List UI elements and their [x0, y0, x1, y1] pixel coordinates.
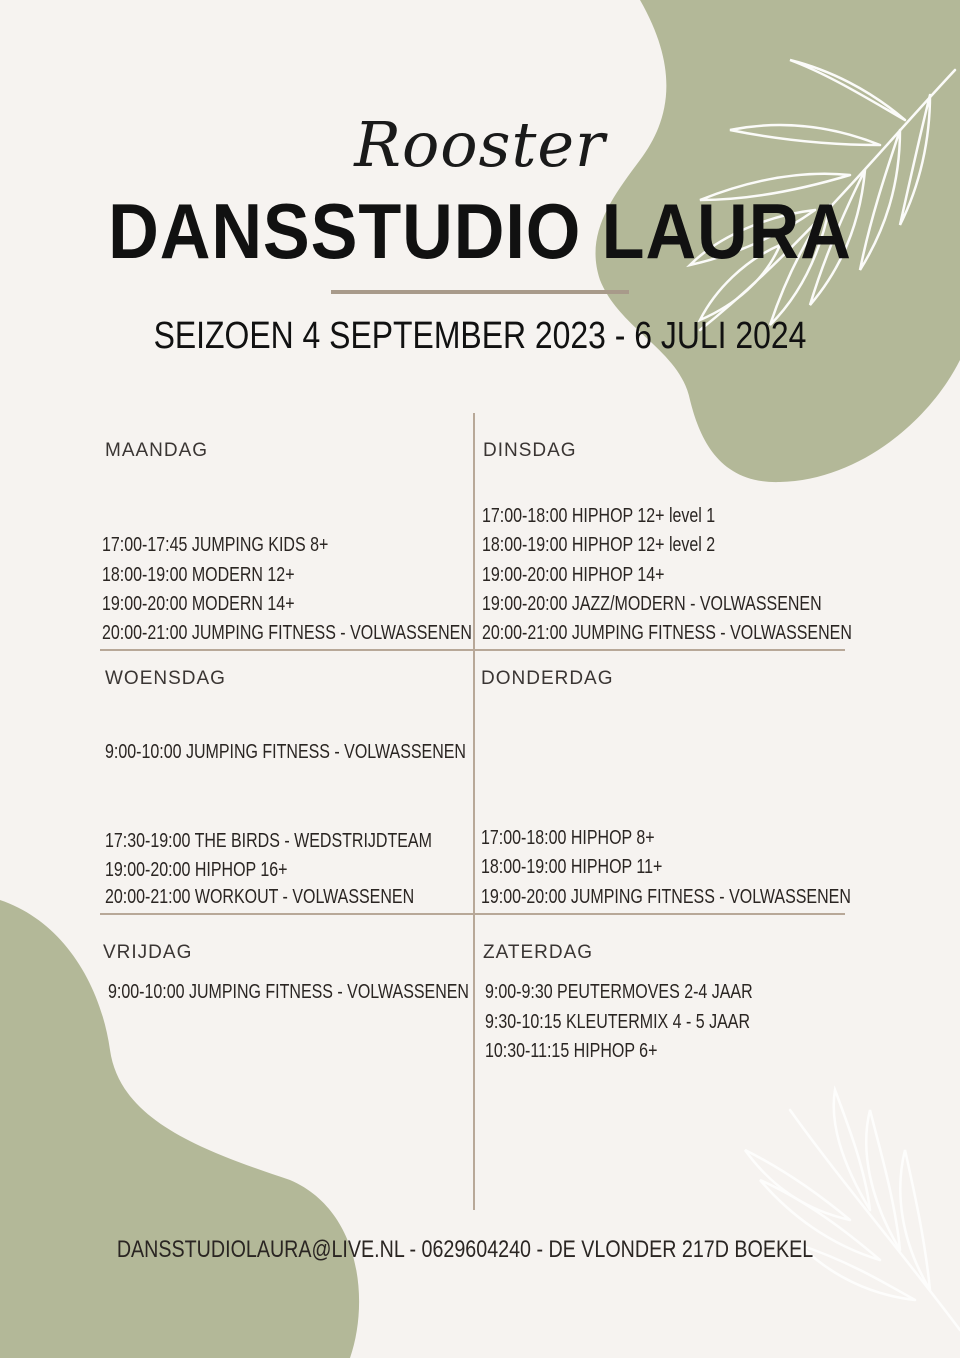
schedule-entry: 18:00-19:00 MODERN 12+: [102, 564, 295, 586]
schedule-entry: 19:00-20:00 JUMPING FITNESS - VOLWASSENEN: [481, 886, 851, 908]
schedule-entry: 18:00-19:00 HIPHOP 12+ level 2: [482, 534, 716, 556]
schedule-entry: 9:30-10:15 KLEUTERMIX 4 - 5 JAAR: [485, 1011, 750, 1033]
schedule-entry: 17:00-18:00 HIPHOP 12+ level 1: [482, 505, 716, 527]
day-label-vrijdag: VRIJDAG: [103, 942, 193, 963]
schedule-entry: 19:00-20:00 JAZZ/MODERN - VOLWASSENEN: [482, 593, 822, 615]
schedule-entry: 20:00-21:00 JUMPING FITNESS - VOLWASSENEN: [102, 622, 472, 644]
schedule-entry: 19:00-20:00 MODERN 14+: [102, 593, 295, 615]
schedule-entry: 9:00-9:30 PEUTERMOVES 2-4 JAAR: [485, 981, 753, 1003]
schedule-entry: 20:00-21:00 WORKOUT - VOLWASSENEN: [105, 886, 415, 908]
studio-title: DANSSTUDIO LAURA: [108, 187, 852, 275]
schedule-entry: 19:00-20:00 HIPHOP 16+: [105, 859, 288, 881]
schedule-entry: 9:00-10:00 JUMPING FITNESS - VOLWASSENEN: [108, 981, 469, 1003]
season-dates: SEIZOEN 4 SEPTEMBER 2023 - 6 JULI 2024: [153, 315, 807, 357]
day-label-donderdag: DONDERDAG: [481, 668, 614, 689]
day-label-zaterdag: ZATERDAG: [483, 942, 594, 963]
schedule-entry: 17:00-17:45 JUMPING KIDS 8+: [102, 534, 329, 556]
rooster-script-title: Rooster: [354, 108, 606, 181]
day-label-maandag: MAANDAG: [105, 440, 209, 461]
schedule-row-divider-2: [100, 913, 845, 915]
contact-footer: DANSSTUDIOLAURA@LIVE.NL - 0629604240 - DE VLONDER 217D BOEKEL: [116, 1236, 814, 1263]
schedule-entry: 17:30-19:00 THE BIRDS - WEDSTRIJDTEAM: [105, 830, 432, 852]
day-label-woensdag: WOENSDAG: [105, 668, 226, 689]
schedule-entry: 10:30-11:15 HIPHOP 6+: [485, 1040, 658, 1062]
schedule-entry: 9:00-10:00 JUMPING FITNESS - VOLWASSENEN: [105, 741, 466, 763]
schedule-vertical-divider: [473, 413, 475, 1210]
day-label-dinsdag: DINSDAG: [483, 440, 577, 461]
bottom-left-green-blob: [0, 900, 359, 1358]
schedule-row-divider-1: [100, 649, 845, 651]
title-divider: [331, 290, 629, 294]
schedule-entry: 20:00-21:00 JUMPING FITNESS - VOLWASSENEN: [482, 622, 852, 644]
schedule-entry: 18:00-19:00 HIPHOP 11+: [481, 856, 663, 878]
faint-leaf-icon: [745, 1090, 960, 1330]
schedule-entry: 17:00-18:00 HIPHOP 8+: [481, 827, 655, 849]
schedule-entry: 19:00-20:00 HIPHOP 14+: [482, 564, 665, 586]
